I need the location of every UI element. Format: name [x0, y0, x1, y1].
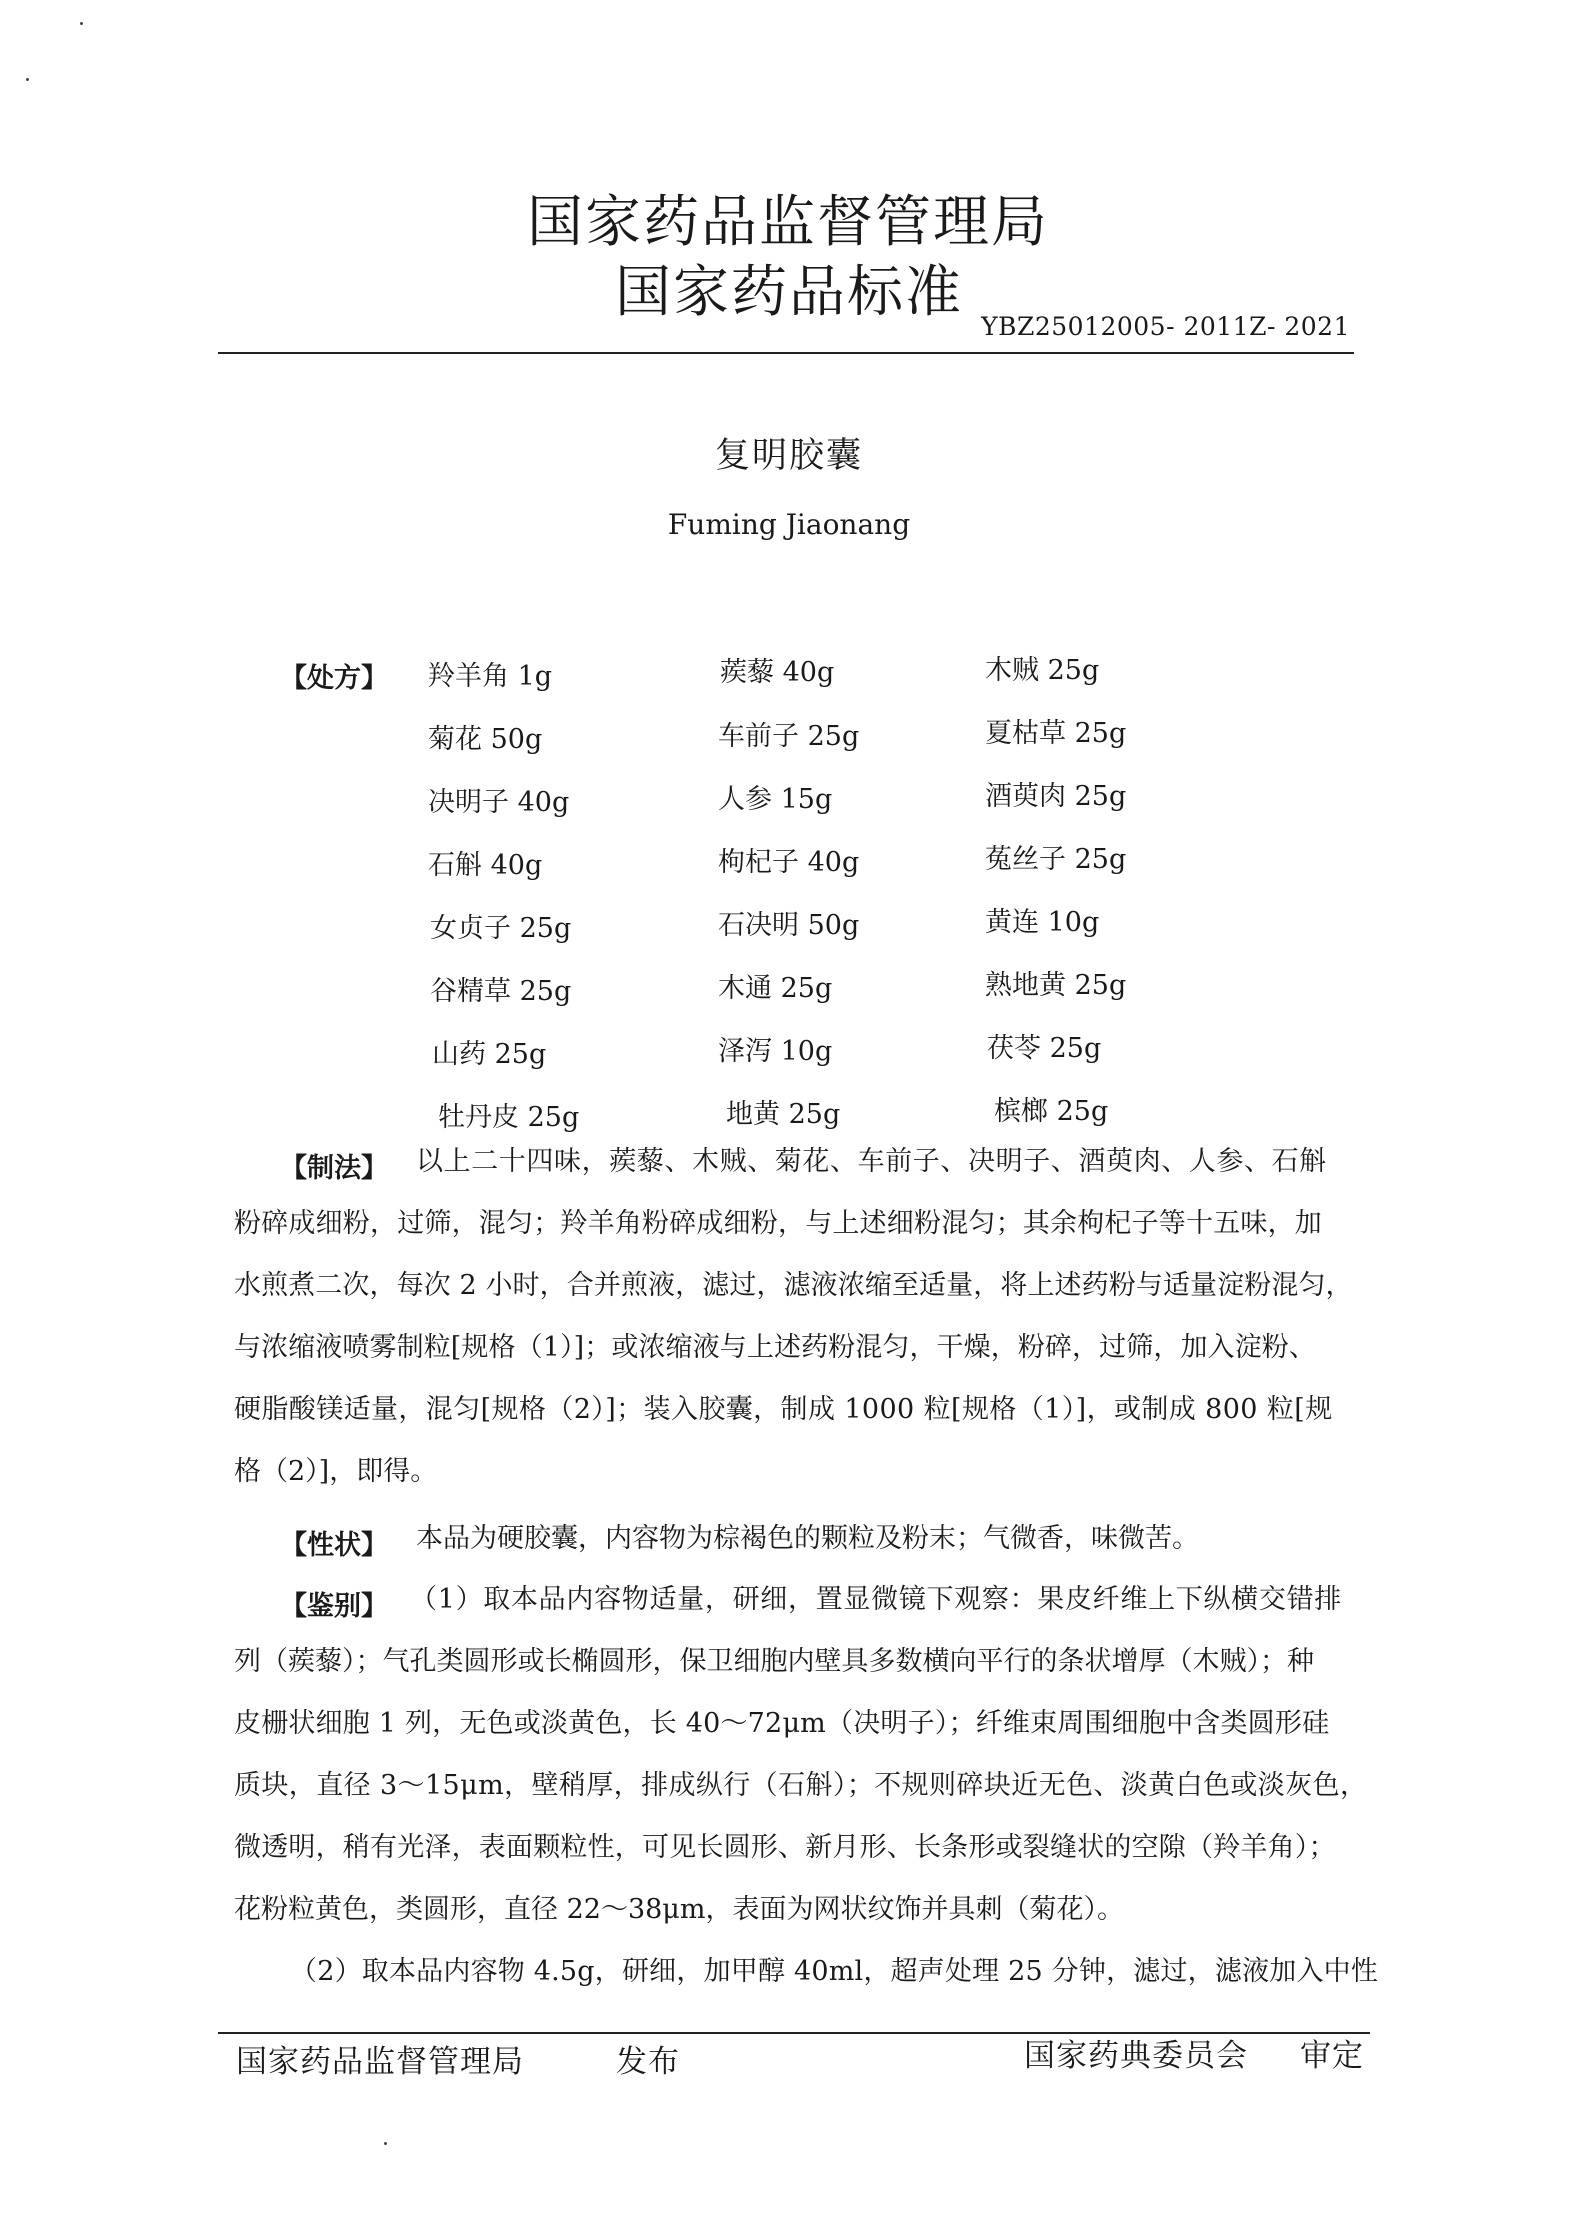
- ingredient: 枸杞子 40g: [718, 847, 860, 878]
- scan-speck: [26, 78, 29, 81]
- text-line: 微透明，稍有光泽，表面颗粒性，可见长圆形、新月形、长条形或裂缝状的空隙（羚羊角）；: [234, 1832, 1336, 1863]
- ingredient: 山药 25g: [432, 1039, 547, 1070]
- ingredient: 谷精草 25g: [430, 976, 572, 1007]
- ingredient: 黄连 10g: [985, 907, 1100, 938]
- ingredient: 石斛 40g: [428, 850, 543, 881]
- ingredient: 槟榔 25g: [994, 1096, 1109, 1127]
- publish-label: 发布: [616, 2044, 680, 2080]
- ingredient: 羚羊角 1g: [428, 661, 553, 692]
- ingredient: 蒺藜 40g: [720, 657, 835, 688]
- ingredient: 木贼 25g: [985, 655, 1100, 686]
- scan-speck: [384, 2142, 387, 2145]
- ingredient: 木通 25g: [718, 973, 833, 1004]
- drug-pinyin: Fuming Jiaonang: [667, 508, 911, 541]
- text-line: （2）取本品内容物 4.5g，研细，加甲醇 40ml，超声处理 25 分钟，滤过，滤液加入中性: [290, 1956, 1379, 1987]
- header-rule: [218, 352, 1354, 354]
- ingredient: 石决明 50g: [718, 910, 860, 941]
- ingredient: 决明子 40g: [428, 787, 570, 818]
- reviewer: 国家药典委员会: [1024, 2038, 1248, 2074]
- ingredient: 酒萸肉 25g: [985, 781, 1127, 812]
- standard-title: 国家药品标准: [615, 260, 963, 325]
- issuer-title: 国家药品监督管理局: [527, 190, 1049, 255]
- ingredient: 菊花 50g: [428, 724, 543, 755]
- identification-label: 【鉴别】: [280, 1591, 388, 1622]
- drug-name: 复明胶囊: [714, 436, 863, 476]
- review-label: 审定: [1300, 2038, 1364, 2074]
- ingredient: 车前子 25g: [718, 721, 860, 752]
- preparation-text: [234, 1131, 1364, 1503]
- text-line: 粉碎成细粉，过筛，混匀；羚羊角粉碎成细粉，与上述细粉混匀；其余枸杞子等十五味，加: [234, 1208, 1322, 1239]
- scan-speck: [80, 22, 83, 25]
- ingredient: 菟丝子 25g: [985, 844, 1127, 875]
- preparation-label: 【制法】: [280, 1153, 388, 1184]
- text-line: 质块，直径 3～15μm，壁稍厚，排成纵行（石斛）；不规则碎块近无色、淡黄白色或淡灰色，: [234, 1770, 1368, 1801]
- text-line: 本品为硬胶囊，内容物为棕褐色的颗粒及粉末；气微香，味微苦。: [416, 1523, 1199, 1554]
- ingredient: 泽泻 10g: [718, 1036, 833, 1067]
- ingredient: 人参 15g: [718, 784, 833, 815]
- ingredient: 茯苓 25g: [987, 1033, 1102, 1064]
- publisher: 国家药品监督管理局: [236, 2044, 524, 2080]
- text-line: 以上二十四味，蒺藜、木贼、菊花、车前子、决明子、酒萸肉、人参、石斛: [416, 1146, 1327, 1177]
- text-line: 硬脂酸镁适量，混匀[规格（2）]；装入胶囊，制成 1000 粒[规格（1）]，或制成 800 粒[规: [234, 1394, 1333, 1425]
- ingredient: 女贞子 25g: [430, 913, 572, 944]
- identification-text: [234, 1569, 1379, 2003]
- ingredient: 牡丹皮 25g: [438, 1102, 580, 1133]
- text-line: 水煎煮二次，每次 2 小时，合并煎液，滤过，滤液浓缩至适量，将上述药粉与适量淀粉混匀，: [234, 1270, 1353, 1301]
- ingredient: 地黄 25g: [726, 1099, 841, 1130]
- standard-number: YBZ25012005- 2011Z- 2021: [981, 312, 1350, 341]
- prescription-label: 【处方】: [280, 663, 388, 694]
- text-line: 花粉粒黄色，类圆形，直径 22～38μm，表面为网状纹饰并具刺（菊花）。: [234, 1894, 1124, 1925]
- text-line: 列（蒺藜）；气孔类圆形或长椭圆形，保卫细胞内壁具多数横向平行的条状增厚（木贼）；种: [234, 1646, 1314, 1677]
- ingredient: 夏枯草 25g: [985, 718, 1127, 749]
- character-label: 【性状】: [280, 1530, 388, 1561]
- text-line: （1）取本品内容物适量，研细，置显微镜下观察：果皮纤维上下纵横交错排: [410, 1584, 1342, 1615]
- character-text: [416, 1508, 1316, 1570]
- text-line: 格（2）]，即得。: [234, 1456, 438, 1487]
- text-line: 与浓缩液喷雾制粒[规格（1）]；或浓缩液与上述药粉混匀，干燥，粉碎，过筛，加入淀粉、: [234, 1332, 1316, 1363]
- ingredient: 熟地黄 25g: [985, 970, 1127, 1001]
- text-line: 皮栅状细胞 1 列，无色或淡黄色，长 40～72μm（决明子）；纤维束周围细胞中含类圆形硅: [234, 1708, 1330, 1739]
